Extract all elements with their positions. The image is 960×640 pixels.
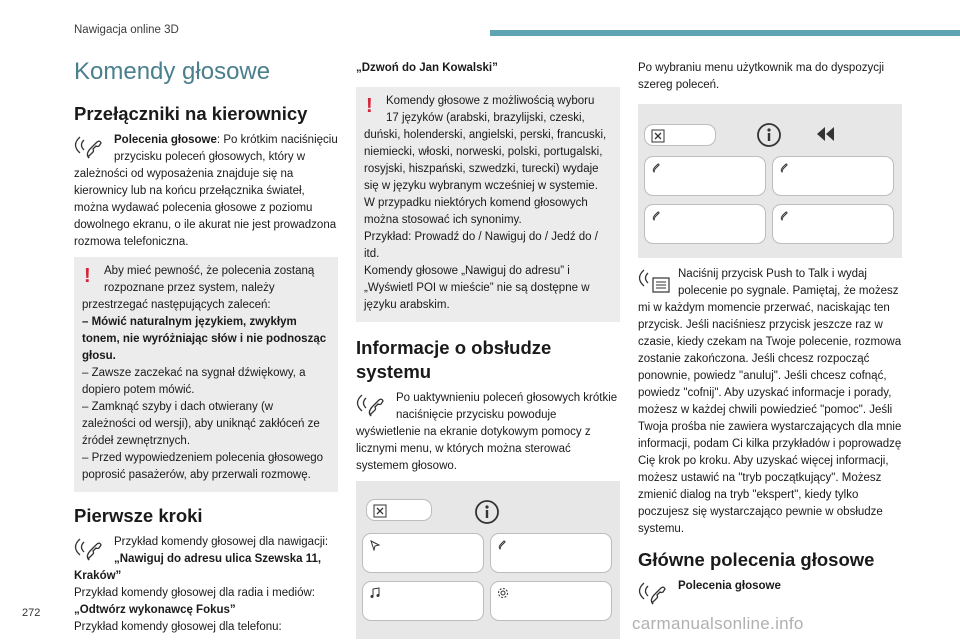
example-nav-command: „Nawiguj do adresu ulica Szewska 11, Kraków” xyxy=(74,553,322,582)
menu-tile-navigation[interactable] xyxy=(362,533,484,573)
back-icon[interactable] xyxy=(814,125,836,143)
note-item: – Zamknąć szyby i dach otwierany (w zależności od wersji), aby uniknąć zakłóceń ze źródeł zewnętrznych. xyxy=(82,401,320,447)
note-languages: Komendy głosowe z możliwością wyboru 17 języków (arabski, brazylijski, czeski, duński, holenderski, angielski, perski, francuski, niemiecki, włoski, norweski, polski, portugalski, rosyjski, hiszpański, szwedzki, turecki) wydaje się w języku wybranym wcześniej w systemie. xyxy=(364,95,607,192)
push-to-talk-block xyxy=(638,266,902,538)
menu-intro: Po wybraniu menu użytkownik ma do dyspozycji szereg poleceń. xyxy=(638,62,885,91)
recommendations-note xyxy=(74,257,338,492)
main-commands-block xyxy=(638,578,902,608)
phone-icon xyxy=(779,210,791,222)
note-arabic: Komendy głosowe „Nawiguj do adresu” i „Wyświetl POI w mieście” nie są dostępne w języku arabskim. xyxy=(364,265,590,311)
info-icon[interactable] xyxy=(474,499,500,525)
example-phone-intro: Przykład komendy głosowej dla telefonu: xyxy=(74,621,282,633)
push-to-talk-text: Naciśnij przycisk Push to Talk i wydaj polecenie po sygnale. Pamiętaj, że możesz mi w każdym momencie przerwać, naciskając ten przycisk. Jeśli naciśniesz przycisk jeszcze raz w czasie, kiedy czekam na Twoje polecenie, rozmowa zostanie zakończona. Jeśli chcesz rozpocząć ponownie, powiedz "anuluj". Jeśli chcesz cofnąć, powiedz "cofnij". Aby uzyskać informacje i porady, możesz w każdej chwili powiedzieć "pomoc". Jeśli Twoja prośba nie zawiera wystarczających dla mnie informacji, podam Ci kilka przykładów i poprowadzę Cię krok po kroku. Aby uzyskać więcej informacji, możesz ustawić na "tryb początkujący". Możesz zmienić dialog na tryb "ekspert", kiedy tylko poczujesz się wystarczająco pewnie w obsłudze systemu. xyxy=(638,268,902,535)
note-intro: Aby mieć pewność, że polecenia zostaną rozpoznane przez system, należy przestrzegać następujących zaleceń: xyxy=(82,265,315,311)
column-3 xyxy=(638,56,902,608)
menu-tile-media[interactable] xyxy=(362,581,484,621)
phone-icon xyxy=(497,539,509,551)
system-info-text: Po uaktywnieniu poleceń głosowych krótkie naciśnięcie przycisku powoduje wyświetlenie na ekranie dotykowym pomocy z licznymi menu, w których można sterować systemem głosowo. xyxy=(356,392,618,472)
info-icon[interactable] xyxy=(756,122,782,148)
section-title-main-commands: Główne polecenia głosowe xyxy=(638,549,875,570)
voice-command-icon xyxy=(638,580,672,608)
close-icon xyxy=(651,129,665,143)
column-1 xyxy=(74,56,338,636)
running-title: Nawigacja online 3D xyxy=(74,24,179,36)
watermark: carmanualsonline.info xyxy=(632,614,804,633)
section-title-steering-switches: Przełączniki na kierownicy xyxy=(74,103,308,124)
page-title: Komendy głosowe xyxy=(74,58,271,85)
system-info-block xyxy=(356,390,620,475)
example-phone-command: „Dzwoń do Jan Kowalski” xyxy=(356,62,498,74)
voice-command-label: Polecenia głosowe xyxy=(114,134,217,146)
push-to-talk-icon xyxy=(638,268,672,296)
section-title-first-steps: Pierwsze kroki xyxy=(74,505,203,526)
command-tile[interactable] xyxy=(772,204,894,244)
column-2 xyxy=(356,56,620,639)
voice-command-icon xyxy=(74,134,108,162)
example-nav-intro: Przykład komendy głosowej dla nawigacji: xyxy=(114,536,329,548)
phone-icon xyxy=(651,162,663,174)
voice-command-block: Polecenia głosowe: Po krótkim naciśnięciu przycisku poleceń głosowych, który w zależności od wyposażenia znajduje się na kierownicy lub na końcu przełącznika świateł, można wydawać polecenia głosowe z poziomu dowolnego ekranu, o ile akurat nie jest prowadzona rozmowa telefoniczna. xyxy=(74,134,338,248)
gear-icon xyxy=(497,587,509,599)
phone-icon xyxy=(779,162,791,174)
command-tile[interactable] xyxy=(644,156,766,196)
example-radio-intro: Przykład komendy głosowej dla radia i mediów: xyxy=(74,587,315,599)
note-synonyms: W przypadku niektórych komend głosowych można stosować ich synonimy. xyxy=(364,197,588,226)
examples-block xyxy=(74,534,338,636)
exclamation-icon: ! xyxy=(366,95,373,117)
note-item: – Mówić naturalnym językiem, zwykłym tonem, nie wyróżniając słów i nie podnosząc głosu. xyxy=(82,316,327,362)
voice-command-icon xyxy=(356,392,390,420)
phone-icon xyxy=(651,210,663,222)
help-screen-illustration xyxy=(356,481,620,639)
music-note-icon xyxy=(369,587,381,599)
close-voice-button[interactable] xyxy=(366,499,432,521)
voice-command-icon xyxy=(74,536,108,564)
menu-tile-settings[interactable] xyxy=(490,581,612,621)
menu-tile-telephone[interactable] xyxy=(490,533,612,573)
exclamation-icon: ! xyxy=(84,265,91,287)
command-screen-illustration xyxy=(638,104,902,258)
note-example: Przykład: Prowadź do / Nawiguj do / Jedź do / itd. xyxy=(364,231,598,260)
note-item: – Zawsze zaczekać na sygnał dźwiękowy, a dopiero potem mówić. xyxy=(82,367,306,396)
languages-note xyxy=(356,87,620,322)
example-radio-command: „Odtwórz wykonawcę Fokus” xyxy=(74,604,236,616)
note-item: – Przed wypowiedzeniem polecenia głosowego poprosić pasażerów, aby przerwali rozmowę. xyxy=(82,452,324,481)
command-tile[interactable] xyxy=(772,156,894,196)
main-commands-label: Polecenia głosowe xyxy=(678,580,781,592)
command-tile[interactable] xyxy=(644,204,766,244)
voice-command-description: Po krótkim naciśnięciu przycisku poleceń głosowych, który w zależności od wyposażenia znajduje się na kierownicy lub na końcu przełącznika świateł, można wydawać polecenia głosowe z poziomu dowolnego ekranu, o ile akurat nie jest prowadzona rozmowa telefoniczna. xyxy=(74,134,338,248)
close-icon xyxy=(373,504,387,518)
navigation-icon xyxy=(369,539,381,551)
close-voice-button[interactable] xyxy=(644,124,716,146)
header-accent-bar xyxy=(490,30,960,36)
section-title-system-info: Informacje o obsłudze systemu xyxy=(356,337,552,382)
page-number: 272 xyxy=(22,607,41,619)
